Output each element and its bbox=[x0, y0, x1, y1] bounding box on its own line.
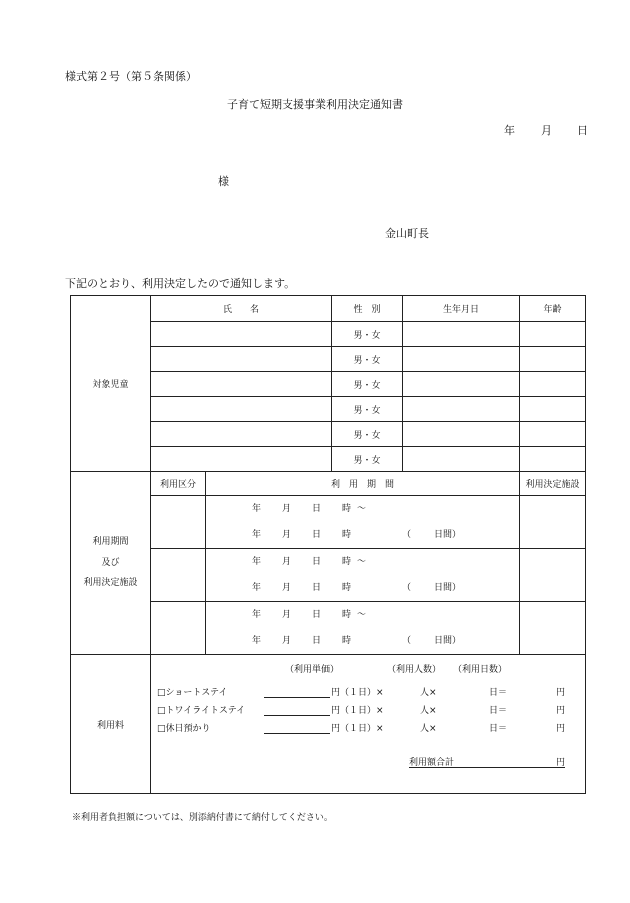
period-cell[interactable] bbox=[206, 496, 520, 549]
child-age-cell[interactable] bbox=[520, 422, 586, 447]
hour-label: 時 bbox=[342, 610, 352, 620]
paren-open: （ bbox=[402, 583, 412, 593]
unit-price-header: （利用単価） bbox=[285, 665, 340, 675]
paren-open: （ bbox=[402, 530, 412, 540]
persons-label: 人× bbox=[420, 724, 437, 734]
hour-label: 時 bbox=[342, 583, 352, 593]
child-age-cell[interactable] bbox=[520, 447, 586, 472]
days-label: 日間） bbox=[434, 530, 462, 540]
form-number-label: 様式第２号（第５条関係） bbox=[65, 70, 197, 83]
recipient-honorific: 様 bbox=[218, 175, 229, 188]
period-end-line bbox=[206, 575, 519, 601]
fees-section-label: 利用料 bbox=[71, 655, 151, 794]
paren-open: （ bbox=[402, 636, 412, 646]
period-start-line bbox=[206, 602, 519, 628]
decision-table bbox=[70, 295, 586, 794]
days-header: （利用日数） bbox=[453, 665, 508, 675]
child-age-cell[interactable] bbox=[520, 397, 586, 422]
period-section-label bbox=[71, 472, 151, 655]
days-label: 日間） bbox=[434, 583, 462, 593]
year-label: 年 bbox=[252, 504, 262, 514]
child-sex-cell[interactable]: 男・女 bbox=[332, 322, 403, 347]
unit-label: 円（１日）× bbox=[331, 706, 384, 716]
fees-cell bbox=[151, 655, 586, 794]
year-label: 年 bbox=[252, 557, 262, 567]
fee-item-checkbox-label[interactable]: □ショートステイ bbox=[157, 688, 228, 698]
month-label: 月 bbox=[282, 557, 292, 567]
category-cell[interactable] bbox=[151, 549, 206, 602]
footnote: ※利用者負担額については、別添納付書にて納付してください。 bbox=[72, 813, 333, 823]
hour-label: 時 bbox=[342, 504, 352, 514]
category-cell[interactable] bbox=[151, 496, 206, 549]
hour-label: 時 bbox=[342, 636, 352, 646]
category-header: 利用区分 bbox=[151, 472, 206, 496]
intro-text: 下記のとおり、利用決定したので通知します。 bbox=[65, 277, 296, 290]
days-label: 日＝ bbox=[489, 706, 508, 716]
persons-label: 人× bbox=[420, 706, 437, 716]
days-label: 日＝ bbox=[489, 688, 508, 698]
child-birthdate-cell[interactable] bbox=[403, 447, 520, 472]
tilde-label: 〜 bbox=[357, 610, 367, 620]
total-label: 利用額合計 bbox=[409, 758, 455, 768]
child-name-cell[interactable] bbox=[151, 422, 332, 447]
days-label: 日＝ bbox=[489, 724, 508, 734]
child-sex-cell[interactable]: 男・女 bbox=[332, 397, 403, 422]
facility-cell[interactable] bbox=[520, 549, 586, 602]
unit-price-blank[interactable] bbox=[264, 715, 330, 716]
child-birthdate-cell[interactable] bbox=[403, 422, 520, 447]
child-sex-cell[interactable]: 男・女 bbox=[332, 422, 403, 447]
date-day: 日 bbox=[577, 124, 588, 137]
fees-row bbox=[71, 655, 586, 794]
persons-label: 人× bbox=[420, 688, 437, 698]
yen-label: 円 bbox=[556, 706, 566, 716]
unit-label: 円（１日）× bbox=[331, 724, 384, 734]
year-label: 年 bbox=[252, 530, 262, 540]
hour-label: 時 bbox=[342, 530, 352, 540]
facility-header: 利用決定施設 bbox=[520, 472, 586, 496]
unit-label: 円（１日）× bbox=[331, 688, 384, 698]
child-birthdate-cell[interactable] bbox=[403, 347, 520, 372]
children-header-row bbox=[71, 296, 586, 322]
facility-cell[interactable] bbox=[520, 602, 586, 655]
child-age-cell[interactable] bbox=[520, 322, 586, 347]
year-label: 年 bbox=[252, 610, 262, 620]
child-age-cell[interactable] bbox=[520, 347, 586, 372]
days-label: 日間） bbox=[434, 636, 462, 646]
date-month: 月 bbox=[541, 124, 552, 137]
yen-label: 円 bbox=[556, 688, 566, 698]
document-title: 子育て短期支援事業利用決定通知書 bbox=[227, 98, 403, 111]
month-label: 月 bbox=[282, 610, 292, 620]
month-label: 月 bbox=[282, 530, 292, 540]
hour-label: 時 bbox=[342, 557, 352, 567]
period-label-line: 利用決定施設 bbox=[83, 578, 138, 589]
period-header-row bbox=[71, 472, 586, 496]
total-underline[interactable] bbox=[409, 767, 565, 768]
child-sex-cell[interactable]: 男・女 bbox=[332, 447, 403, 472]
month-label: 月 bbox=[282, 636, 292, 646]
child-name-cell[interactable] bbox=[151, 347, 332, 372]
category-cell[interactable] bbox=[151, 602, 206, 655]
tilde-label: 〜 bbox=[357, 504, 367, 514]
facility-cell[interactable] bbox=[520, 496, 586, 549]
child-age-cell[interactable] bbox=[520, 372, 586, 397]
name-header: 氏 名 bbox=[151, 296, 332, 322]
unit-price-blank[interactable] bbox=[264, 697, 330, 698]
period-label-line: 及び bbox=[101, 557, 120, 568]
child-birthdate-cell[interactable] bbox=[403, 372, 520, 397]
period-end-line bbox=[206, 628, 519, 654]
child-birthdate-cell[interactable] bbox=[403, 322, 520, 347]
children-section-label: 対象児童 bbox=[71, 296, 151, 472]
child-name-cell[interactable] bbox=[151, 447, 332, 472]
child-sex-cell[interactable]: 男・女 bbox=[332, 347, 403, 372]
total-yen-label: 円 bbox=[556, 758, 566, 768]
birthdate-header: 生年月日 bbox=[403, 296, 520, 322]
day-label: 日 bbox=[312, 557, 322, 567]
fee-item-checkbox-label[interactable]: □休日預かり bbox=[157, 724, 211, 734]
tilde-label: 〜 bbox=[357, 557, 367, 567]
day-label: 日 bbox=[312, 636, 322, 646]
year-label: 年 bbox=[252, 636, 262, 646]
period-start-line bbox=[206, 549, 519, 575]
unit-price-blank[interactable] bbox=[264, 733, 330, 734]
fee-item-checkbox-label[interactable]: □トワイライトステイ bbox=[157, 706, 246, 716]
child-sex-cell[interactable]: 男・女 bbox=[332, 372, 403, 397]
day-label: 日 bbox=[312, 504, 322, 514]
date-year: 年 bbox=[504, 124, 515, 137]
child-name-cell[interactable] bbox=[151, 397, 332, 422]
child-name-cell[interactable] bbox=[151, 322, 332, 347]
period-end-line bbox=[206, 522, 519, 548]
day-label: 日 bbox=[312, 530, 322, 540]
month-label: 月 bbox=[282, 504, 292, 514]
day-label: 日 bbox=[312, 583, 322, 593]
sex-header: 性 別 bbox=[332, 296, 403, 322]
period-cell[interactable] bbox=[206, 602, 520, 655]
period-label-line: 利用期間 bbox=[92, 536, 129, 547]
yen-label: 円 bbox=[556, 724, 566, 734]
issuer-name: 金山町長 bbox=[385, 227, 429, 240]
day-label: 日 bbox=[312, 610, 322, 620]
persons-header: （利用人数） bbox=[387, 665, 442, 675]
month-label: 月 bbox=[282, 583, 292, 593]
year-label: 年 bbox=[252, 583, 262, 593]
period-start-line bbox=[206, 496, 519, 522]
period-cell[interactable] bbox=[206, 549, 520, 602]
age-header: 年齢 bbox=[520, 296, 586, 322]
child-name-cell[interactable] bbox=[151, 372, 332, 397]
child-birthdate-cell[interactable] bbox=[403, 397, 520, 422]
period-header: 利 用 期 間 bbox=[206, 472, 520, 496]
